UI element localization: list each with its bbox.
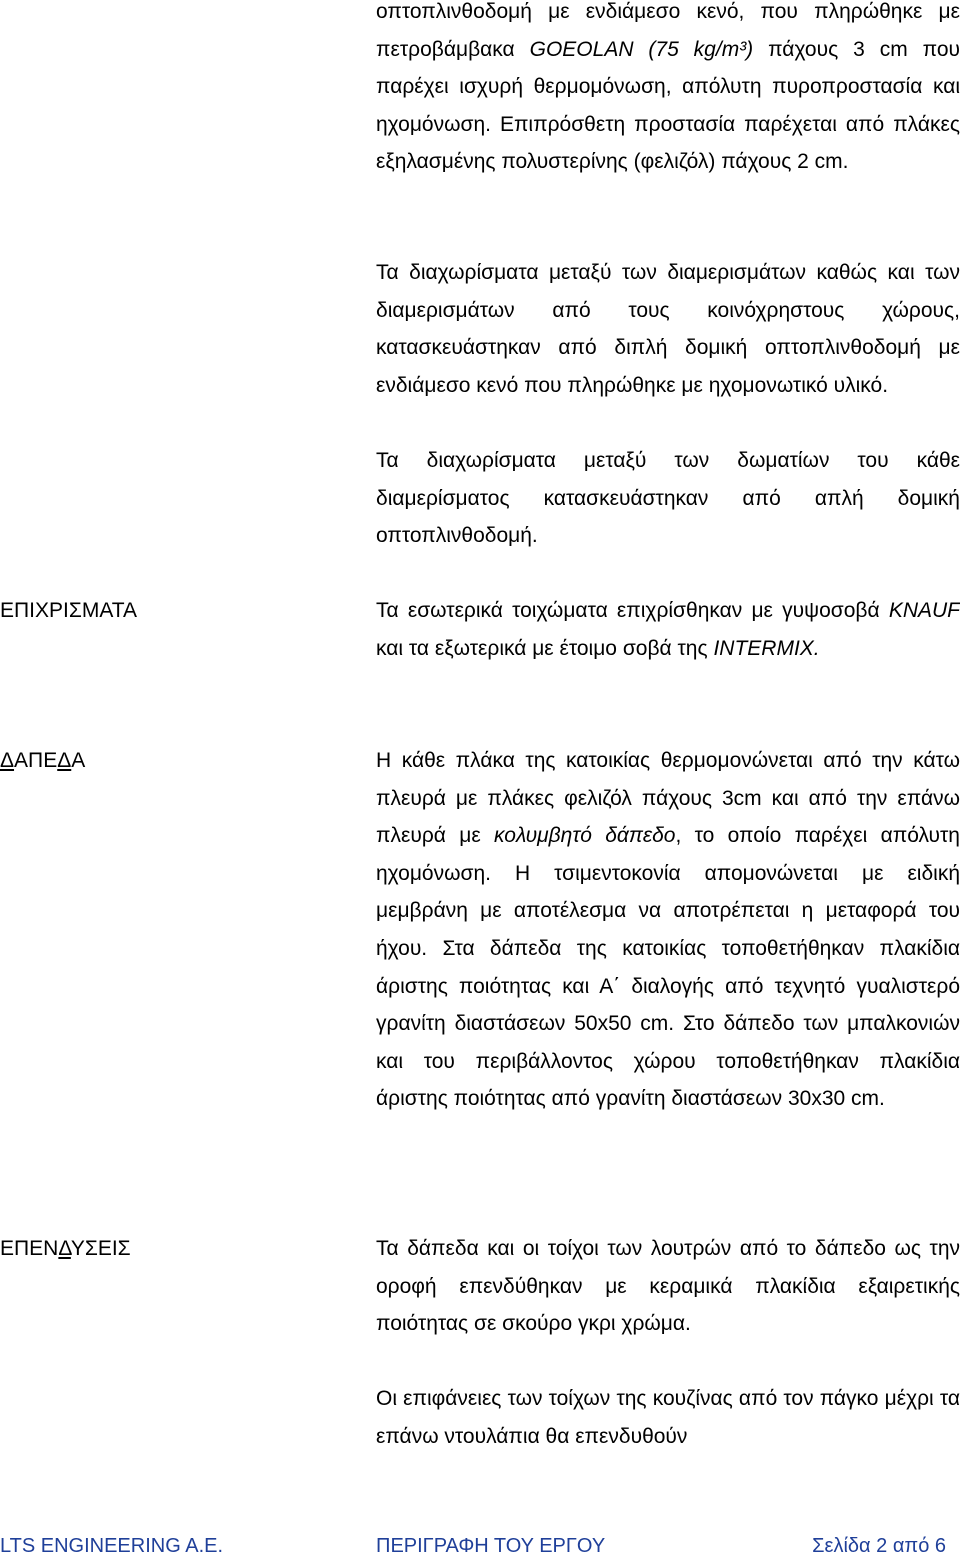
walls-insulation-paragraph <box>376 0 960 181</box>
kitchen-coverings-paragraph: Οι επιφάνειες των τοίχων της κουζίνας από τον πάγκο μέχρι τα επάνω ντουλάπια θα επενδυθούν <box>376 1387 960 1448</box>
text-run: πάχους 3 cm που παρέχει ισχυρή θερμομόνωση, απόλυτη πυροπροστασία και ηχομόνωση. Επιπρόσθετη προστασία παρέχεται από πλάκες εξηλασμένης πολυστερίνης (φελιζόλ) πάχους 2 cm. <box>376 37 960 174</box>
coverings-section-label: ΕΠΕΝΔΥΣΕΙΣ <box>0 1237 131 1260</box>
italic-text-run: KNAUF <box>888 599 960 622</box>
text-run: και τα εξωτερικά με έτοιμο σοβά της <box>376 636 714 660</box>
floors-section-label <box>0 742 360 780</box>
italic-text-run: κολυμβητό δάπεδο <box>494 824 676 848</box>
floors-paragraph <box>376 742 960 1118</box>
bathroom-coverings-paragraph: Τα δάπεδα και οι τοίχοι των λουτρών από το δάπεδο ως την οροφή επενδύθηκαν με κεραμικά πλακίδια εξαιρετικής ποιότητας σε σκούρο γκρι χρώμα. <box>376 1237 960 1336</box>
text-run: Τα εσωτερικά τοιχώματα επιχρίσθηκαν με γυψοσοβά <box>376 599 889 622</box>
room-partitions-paragraph: Τα διαχωρίσματα μεταξύ των δωματίων του κάθε διαμερίσματος κατασκευάστηκαν από απλή δομική οπτοπλινθοδομή. <box>376 449 960 548</box>
page-footer <box>0 1534 960 1558</box>
text-run: οπτοπλινθοδομή με ενδιάμεσο κενό, που πληρώθηκε με πετροβάμβακα <box>376 0 960 61</box>
floors-label-underlined-letter: Δ <box>57 749 72 772</box>
apartment-partitions-paragraph: Τα διαχωρίσματα μεταξύ των διαμερισμάτων καθώς και των διαμερισμάτων από τους κοινόχρηστους χώρους, κατασκευάστηκαν από διπλή δομική οπτοπλινθοδομή με ενδιάμεσο κενό που πληρώθηκε με ηχομονωτικό υλικό. <box>376 261 960 397</box>
footer-company: LTS ENGINEERING A.E. <box>0 1535 224 1557</box>
footer-document-title: ΠΕΡΙΓΡΑΦΗ ΤΟΥ ΕΡΓΟΥ <box>376 1535 606 1557</box>
text-run: , το οποίο παρέχει απόλυτη ηχομόνωση. Η τσιμεντοκονία απομονώνεται με ειδική μεμβράνη με αποτέλεσμα να αποτρέπεται η μεταφορά του ήχου. Στα δάπεδα της κατοικίας τοποθετήθηκαν πλακίδια άριστης ποιότητας και Α΄ διαλογής από τεχνητό γυαλιστερό γρανίτη διαστάσεων 50x50 cm. Στο δάπεδο των μπαλκονιών και του περιβάλλοντος χώρου τοποθετήθηκαν πλακίδια άριστης ποιότητας από γρανίτη διαστάσεων 30x30 cm. <box>376 824 960 1111</box>
italic-text-run: GOEOLAN (75 kg/m³) <box>529 37 754 61</box>
italic-text-run: INTERMIX. <box>713 636 820 660</box>
floors-label-rest: ΑΠΕΔΑ <box>14 749 86 772</box>
text-run: Η κάθε πλάκα της κατοικίας θερμομονώνεται από την κάτω πλευρά με πλάκες φελιζόλ πάχους 3cm και από την επάνω πλευρά με <box>376 749 960 848</box>
footer-page-number: Σελίδα 2 από 6 <box>812 1535 946 1557</box>
floors-label-underlined-letter: Δ <box>0 749 15 772</box>
coverings-label-underlined-letter: Δ <box>58 1237 71 1260</box>
plaster-section-label: ΕΠΙΧΡΙΣΜΑΤΑ <box>0 599 138 622</box>
plaster-paragraph <box>376 592 960 667</box>
